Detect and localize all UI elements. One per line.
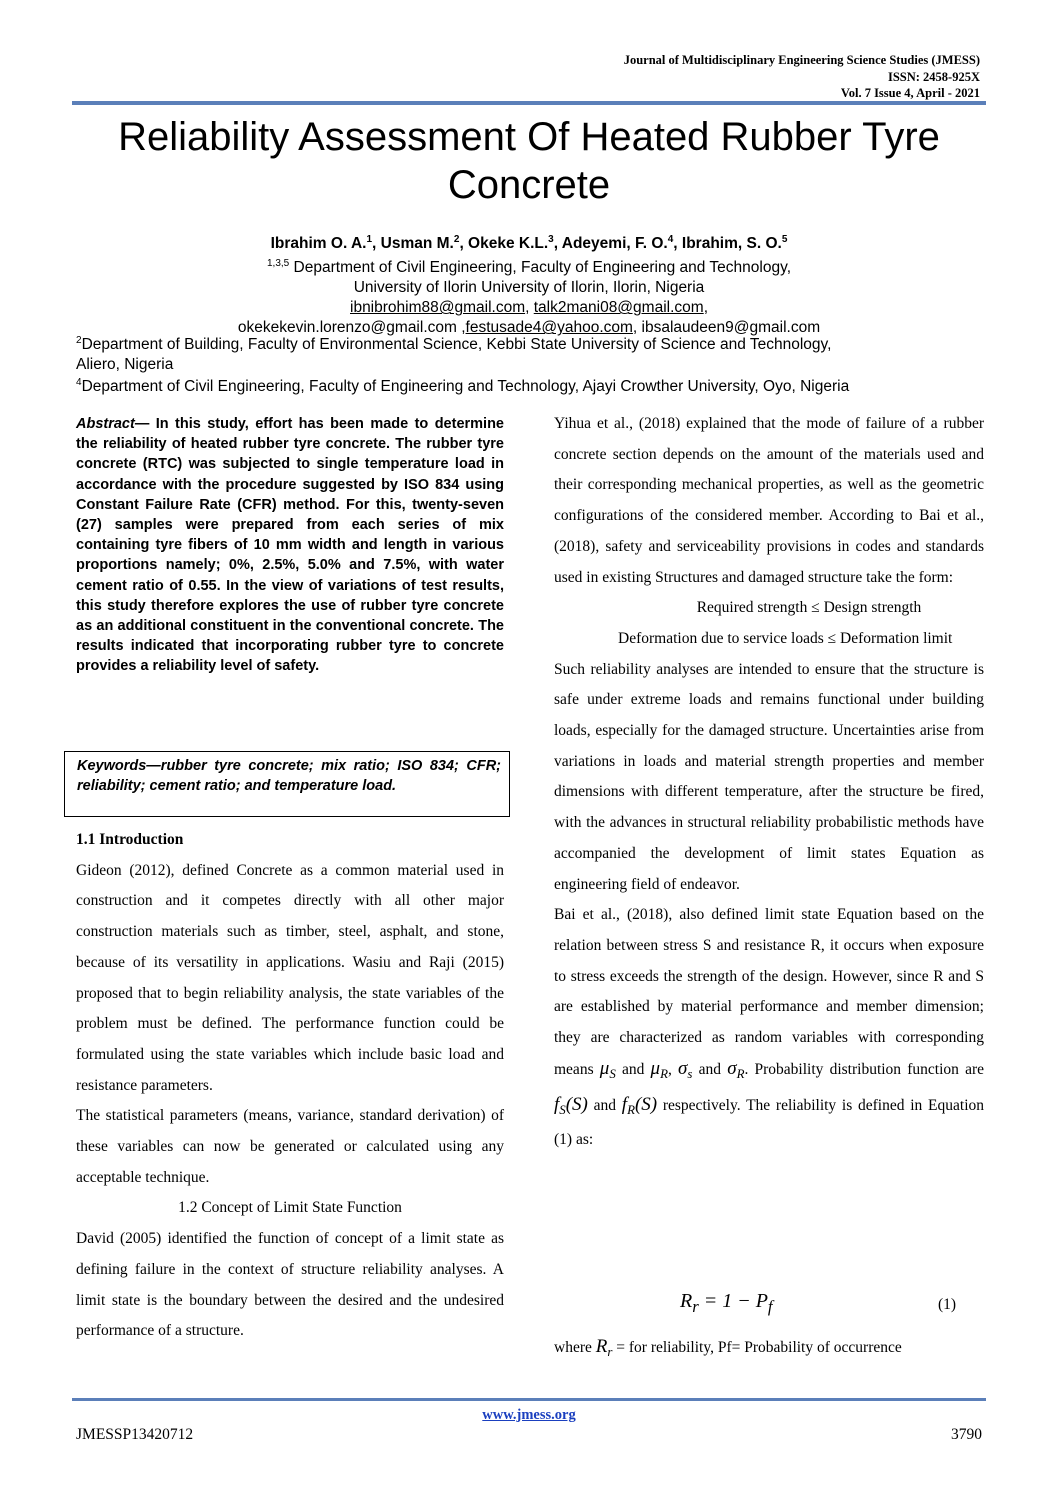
author-list: Ibrahim O. A.$^1$, Usman M.$^2$, Okeke K.L.$^3$, Adeyemi, F. O.$^4$, Ibrahim, S. O.$^5$ $^{1,3,5}$ Department of Civil Engineering, Faculty of Engineering and Technology, University of Ilorin University of Ilorin, Ilorin, Nigeria ibnibrohim88@gmail.com, talk2mani08@gmail.com, okekekevin.lorenzo@gmail.com ,festusade4@yahoo.com, ibsalaudeen9@gmail.com [60, 230, 998, 338]
page-title: Reliability Assessment Of Heated Rubber Tyre Concrete [118, 115, 940, 207]
affiliation-1: $^{1,3,5}$ Department of Civil Engineering, Faculty of Engineering and Technology, [267, 258, 791, 277]
abstract-text: — In this study, effort has been made to determine the reliability of heated rubber tyre concrete. The rubber tyre concrete (RTC) was subjected to single temperature load in accordance with the procedure suggested by ISO 834 using Constant Failure Rate (CFR) method. For this, twenty-seven (27) samples were prepared from each series of mix containing tyre fibers of 10 mm width and length in various proportions namely; 0%, 2.5%, 5.0% and 7.5%, with water cement ratio of 0.55. In the view of variations of test results, this study therefore explores the use of rubber tyre concrete as an additional constituent in the conventional concrete. The results indicated that incorporating rubber tyre to concrete provides a reliability level of safety. [76, 416, 504, 675]
equation-1: $R_r = 1 - P_f$ [680, 1290, 773, 1316]
paragraph: Such reliability analyses are intended to ensure that the structure is safe under extreme loads and remains functional under building loads, especially for the damaged structure. Uncertainties arise from variations in loads and material strength properties and member dimensions with different temperature, after the structure be fired, with the advances in structural reliability probabilistic methods have accompanied the development of limit states Equation as engineering field of endeavor. [554, 660, 984, 893]
inequality-1: Required strength ≤ Design strength [696, 599, 922, 617]
email-line-2: okekekevin.lorenzo@gmail.com ,festusade4@yahoo.com, ibsalaudeen9@gmail.com [237, 319, 821, 337]
paragraph: Gideon (2012), defined Concrete as a common material used in construction and it competes directly with all other major construction materials such as timber, steel, asphalt, and stone, because of its versatility in applications. Wasiu and Raji (2015) proposed that to begin reliability analysis, the state variables of the problem must be defined. The performance function could be formulated using the state variables which include basic load and resistance parameters. [76, 861, 504, 1094]
paragraph: The statistical parameters (means, variance, standard derivation) of these variables can now be generated or calculated using any acceptable technique. [76, 1107, 504, 1186]
journal-name: Journal of Multidisciplinary Engineering Science Studies (JMESS) [623, 53, 980, 67]
journal-issn: ISSN: 2458-925X [887, 69, 980, 84]
section-heading: 1.2 Concept of Limit State Function [178, 1199, 402, 1217]
page-number: 3790 [951, 1426, 982, 1443]
paragraph: Yihua et al., (2018) explained that the mode of failure of a rubber concrete section depends on the amount of the materials used and their corresponding mechanical properties, as well as the geometric configurations of the considered member. According to Bai et al., (2018), safety and serviceability provisions in codes and standards used in existing Structures and damaged structure take the form: [554, 415, 984, 586]
footer-url-link[interactable]: www.jmess.org [482, 1407, 576, 1423]
affiliation-2: $^2$Department of Building, Faculty of Environmental Science, Kebbi State University of Science and Technology, Aliero, Nigeria [76, 335, 832, 374]
paper-id: JMESSP13420712 [76, 1426, 194, 1443]
email-link[interactable]: festusade4@yahoo.com [465, 319, 633, 337]
paragraph: David (2005) identified the function of concept of a limit state as defining failure in the context of structure reliability analyses. A limit state is the boundary between the desired and the undesired performance of a structure. [76, 1230, 504, 1340]
email-link[interactable]: talk2mani08@gmail.com [533, 299, 704, 317]
abstract-label: Abstract [76, 416, 135, 432]
journal-volume: Vol. 7 Issue 4, April - 2021 [840, 86, 980, 100]
email-link[interactable]: ibnibrohim88@gmail.com [350, 299, 526, 317]
equation-number: (1) [938, 1296, 957, 1313]
abstract [76, 414, 504, 677]
header-rule [72, 101, 986, 105]
left-column [76, 825, 504, 1347]
right-column [554, 409, 984, 1156]
inequality-2: Deformation due to service loads ≤ Deformation limit [618, 629, 953, 647]
journal-header [624, 52, 980, 102]
paragraph: Bai et al., (2018), also defined limit state Equation based on the relation between stress S and resistance R, it occurs when exposure to stress exceeds the strength of the design. However, since R and S are established by material performance and member dimension; they are characterized as random variables with corresponding means $\mu_S$ and $\mu_R$, $\sigma_s$ and $\sigma_R$. Probability distribution function are $f_S(S)$ and $f_R(S)$ respectively. The reliability is defined in Equation (1) as: [554, 906, 984, 1149]
affiliation-4: $^4$Department of Civil Engineering, Faculty of Engineering and Technology, Ajayi Crowther University, Oyo, Nigeria [76, 377, 850, 396]
footer-rule [72, 1398, 986, 1401]
section-heading: 1.1 Introduction [76, 831, 184, 848]
keywords-box: Keywords—rubber tyre concrete; mix ratio; ISO 834; CFR; reliability; cement ratio; and temperature load. [64, 751, 510, 817]
where-line: where $R_r$ = for reliability, Pf= Probability of occurrence [554, 1336, 902, 1360]
email-line-1: ibnibrohim88@gmail.com, talk2mani08@gmail.com, [350, 299, 708, 317]
